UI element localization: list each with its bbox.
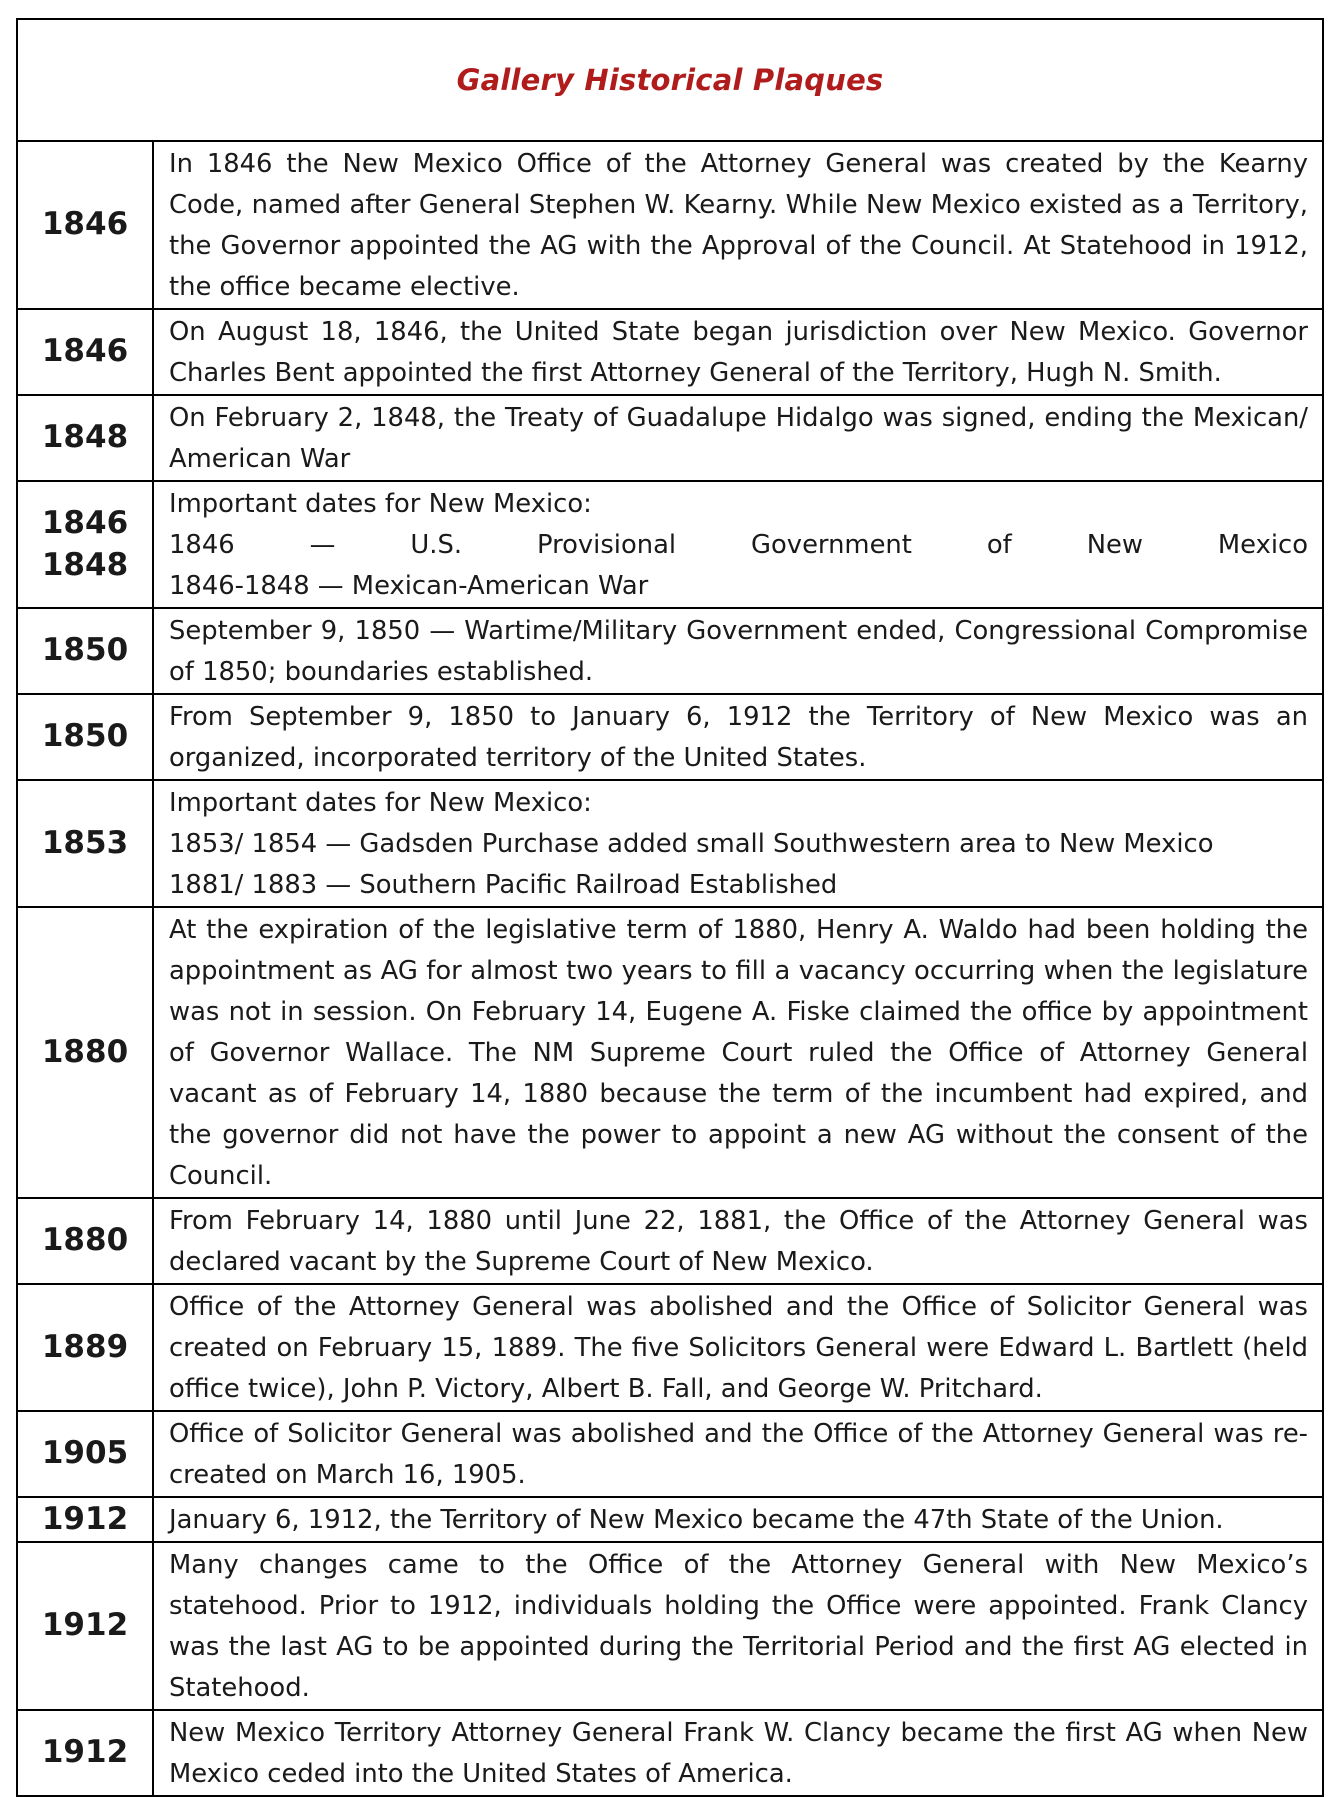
- table-row: [17, 694, 1323, 780]
- year-label: 1912: [41, 1734, 129, 1771]
- description-cell: [153, 1284, 1323, 1411]
- table-row: [17, 1284, 1323, 1411]
- description-cell: [153, 309, 1323, 395]
- description-text: Important dates for New Mexico:: [169, 489, 592, 519]
- description-text: Office of the Attorney General was abolished and the Office of Solicitor General was created on February 15, 1889. The five Solicitors General were Edward L. Bartlett (held office twice), John P. Victory, Albert B. Fall, and George W. Pritchard.: [169, 1292, 1308, 1404]
- description-cell: [153, 395, 1323, 481]
- year-label: 1880: [41, 1222, 129, 1259]
- description-cell: [153, 907, 1323, 1198]
- year-cell: [17, 395, 153, 481]
- year-cell: [17, 1542, 153, 1710]
- plaques-table: [16, 18, 1324, 1797]
- year-cell: [17, 141, 153, 309]
- description-text: New Mexico Territory Attorney General Frank W. Clancy became the first AG when New Mexico ceded into the United States of America.: [169, 1718, 1308, 1789]
- plaques-document: [16, 18, 1324, 1797]
- table-row: [17, 1497, 1323, 1542]
- year-cell: [17, 780, 153, 907]
- table-row: [17, 1710, 1323, 1796]
- year-label: 1912: [41, 1500, 129, 1537]
- description-text: 1846-1848 — Mexican-American War: [169, 571, 649, 601]
- year-label: 1846: [41, 333, 129, 370]
- year-label: 1848: [41, 546, 129, 583]
- year-cell: [17, 608, 153, 694]
- plaques-body: [17, 141, 1323, 1796]
- table-row: [17, 780, 1323, 907]
- year-cell: [17, 1198, 153, 1284]
- description-cell: [153, 1411, 1323, 1497]
- table-row: [17, 608, 1323, 694]
- title-row: [17, 19, 1323, 141]
- year-label: 1850: [41, 718, 129, 755]
- table-row: [17, 481, 1323, 608]
- description-text: On February 2, 1848, the Treaty of Guadalupe Hidalgo was signed, ending the Mexican/ American War: [169, 403, 1308, 474]
- year-cell: [17, 1497, 153, 1542]
- description-text: At the expiration of the legislative term of 1880, Henry A. Waldo had been holding the appointment as AG for almost two years to fill a vacancy occurring when the legislature was not in session. On February 14, Eugene A. Fiske claimed the office by appointment of Governor Wallace. The NM Supreme Court ruled the Office of Attorney General vacant as of February 14, 1880 because the term of the incumbent had expired, and the governor did not have the power to appoint a new AG without the consent of the Council.: [169, 915, 1308, 1191]
- table-row: [17, 1198, 1323, 1284]
- table-row: [17, 141, 1323, 309]
- description-cell: [153, 1710, 1323, 1796]
- page-title: Gallery Historical Plaques: [17, 19, 1323, 141]
- description-text: From September 9, 1850 to January 6, 1912 the Territory of New Mexico was an organized, incorporated territory of the United States.: [169, 702, 1308, 773]
- year-cell: [17, 907, 153, 1198]
- table-row: [17, 309, 1323, 395]
- description-cell: [153, 1198, 1323, 1284]
- year-label: 1912: [41, 1607, 129, 1644]
- year-label: 1846: [41, 504, 129, 541]
- description-cell: [153, 481, 1323, 608]
- description-cell: [153, 780, 1323, 907]
- description-text: From February 14, 1880 until June 22, 1881, the Office of the Attorney General was declared vacant by the Supreme Court of New Mexico.: [169, 1206, 1308, 1277]
- description-cell: [153, 1497, 1323, 1542]
- description-text: Many changes came to the Office of the Attorney General with New Mexico’s statehood. Prior to 1912, individuals holding the Office were appointed. Frank Clancy was the last AG to be appointed during the Territorial Period and the first AG elected in Statehood.: [169, 1550, 1308, 1703]
- description-text: 1846 — U.S. Provisional Government of New Mexico: [169, 530, 1308, 560]
- year-label: 1889: [41, 1328, 129, 1365]
- year-cell: [17, 309, 153, 395]
- table-row: [17, 395, 1323, 481]
- year-label: 1880: [41, 1033, 129, 1070]
- year-cell: [17, 1411, 153, 1497]
- description-cell: [153, 141, 1323, 309]
- description-cell: [153, 694, 1323, 780]
- description-text: On August 18, 1846, the United State began jurisdiction over New Mexico. Governor Charles Bent appointed the first Attorney General of the Territory, Hugh N. Smith.: [169, 317, 1308, 388]
- description-text: In 1846 the New Mexico Office of the Attorney General was created by the Kearny Code, named after General Stephen W. Kearny. While New Mexico existed as a Territory, the Governor appointed the AG with the Approval of the Council. At Statehood in 1912, the office became elective.: [169, 149, 1308, 302]
- year-cell: [17, 1710, 153, 1796]
- description-text: January 6, 1912, the Territory of New Mexico became the 47th State of the Union.: [169, 1505, 1224, 1535]
- year-label: 1850: [41, 632, 129, 669]
- description-cell: [153, 608, 1323, 694]
- year-cell: [17, 481, 153, 608]
- year-cell: [17, 1284, 153, 1411]
- table-row: [17, 907, 1323, 1198]
- description-text: Important dates for New Mexico:: [169, 788, 592, 818]
- year-label: 1848: [41, 419, 129, 456]
- table-row: [17, 1542, 1323, 1710]
- year-label: 1853: [41, 824, 129, 861]
- description-text: Office of Solicitor General was abolished and the Office of the Attorney General was re-created on March 16, 1905.: [169, 1419, 1308, 1490]
- description-text: September 9, 1850 — Wartime/Military Government ended, Congressional Compromise of 1850; boundaries established.: [169, 616, 1308, 687]
- description-text: 1881/ 1883 — Southern Pacific Railroad Established: [169, 870, 838, 900]
- year-label: 1846: [41, 206, 129, 243]
- year-cell: [17, 694, 153, 780]
- description-text: 1853/ 1854 — Gadsden Purchase added small Southwestern area to New Mexico: [169, 829, 1214, 859]
- table-row: [17, 1411, 1323, 1497]
- year-label: 1905: [41, 1435, 129, 1472]
- description-cell: [153, 1542, 1323, 1710]
